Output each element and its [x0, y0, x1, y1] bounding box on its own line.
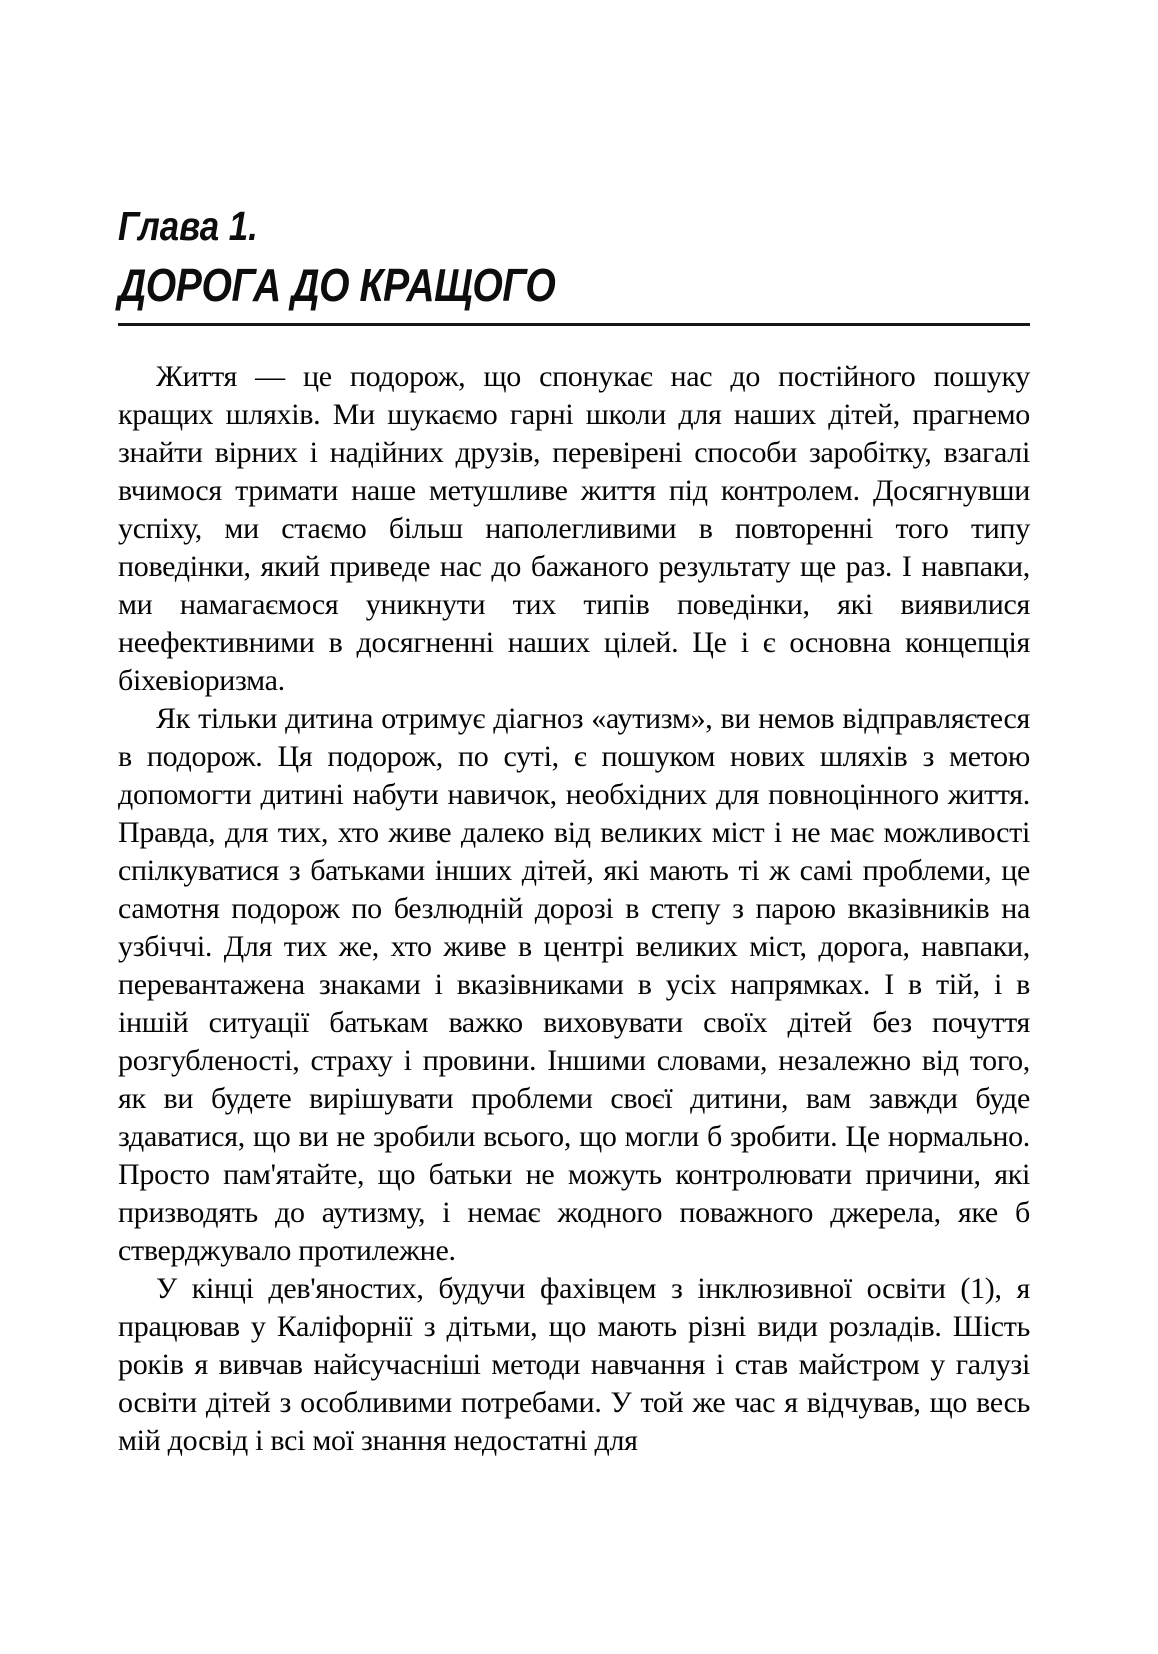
chapter-heading	[118, 203, 1030, 326]
page-content	[118, 0, 1030, 1460]
chapter-title: ДОРОГА ДО КРАЩОГО	[118, 259, 556, 312]
heading-rule	[118, 323, 1030, 326]
body-paragraph-2: Як тільки дитина отримує діагноз «аутизм», ви немов відправляєтеся в подорож. Ця подорож, по суті, є пошуком нових шляхів з метою допомогти дитині набути навичок, необхідних для повноцінного життя. Правда, для тих, хто живе далеко від великих міст і не має можливості спілкуватися з батьками інших дітей, які мають ті ж самі проблеми, це самотня подорож по безлюдній дорозі в степу з парою вказівників на узбіччі. Для тих же, хто живе в центрі великих міст, дорога, навпаки, перевантажена знаками і вказівниками в усіх напрямках. І в тій, і в іншій ситуації батькам важко виховувати своїх дітей без почуття розгубленості, страху і провини. Іншими словами, незалежно від того, як ви будете вирішувати проблеми своєї дитини, вам завжди буде здаватися, що ви не зробили всього, що могли б зробити. Це нормально. Просто пам'ятайте, що батьки не можуть контролювати причини, які призводять до аутизму, і немає жодного поважного джерела, яке б стверджувало протилежне.	[118, 701, 1030, 1267]
body-text	[118, 358, 1030, 1460]
body-paragraph-3: У кінці дев'яностих, будучи фахівцем з інклюзивної освіти (1), я працював у Каліфорнії з дітьми, що мають різні види розладів. Шість років я вивчав найсучасніші методи навчання і став майстром у галузі освіти дітей з особливими потребами. У той же час я відчував, що весь мій досвід і всі мої знання недостатні для	[118, 1271, 1030, 1457]
body-paragraph-1: Життя — це подорож, що спонукає нас до постійного пошуку кращих шляхів. Ми шукаємо гарні школи для наших дітей, прагнемо знайти вірних і надійних друзів, перевірені способи заробітку, взагалі вчимося тримати наше метушливе життя під контролем. Досягнувши успіху, ми стаємо більш наполегливими в повторенні того типу поведінки, який приведе нас до бажаного результату ще раз. І навпаки, ми намагаємося уникнути тих типів поведінки, які виявилися неефективними в досягненні наших цілей. Це і є основна концепція біхевіоризма.	[118, 359, 1030, 697]
chapter-label: Глава 1.	[118, 203, 258, 249]
